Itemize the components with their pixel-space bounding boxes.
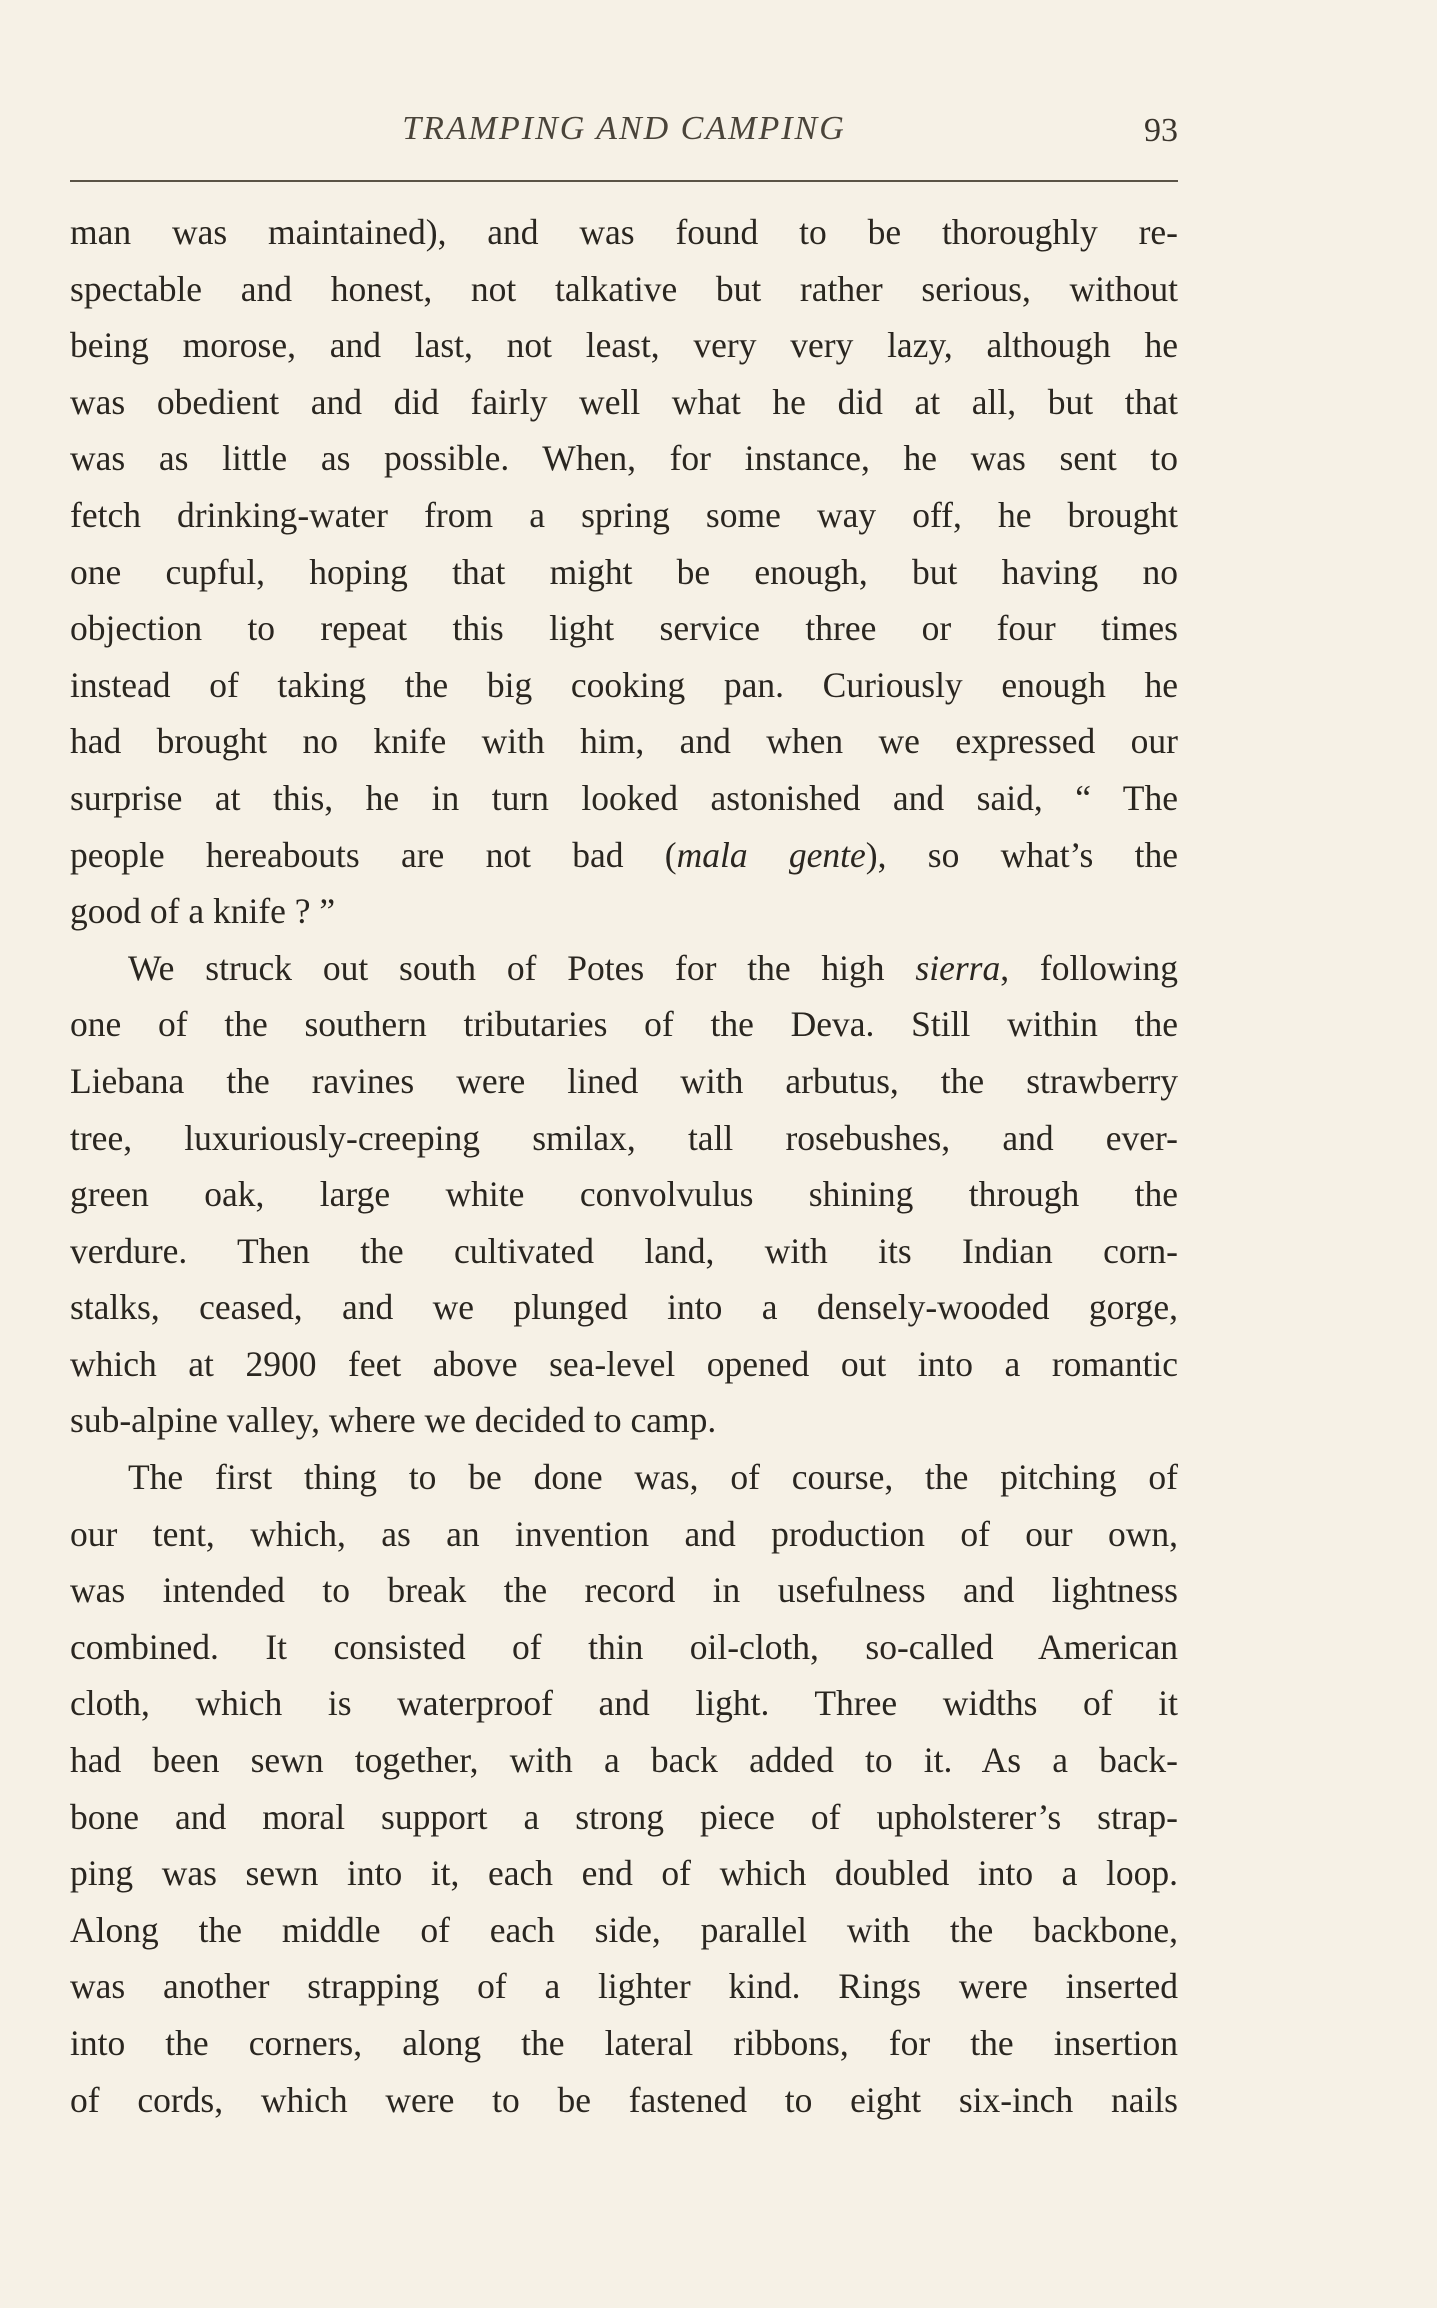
body-text bbox=[70, 204, 1178, 2128]
text-line: green oak, large white convolvulus shining through the bbox=[70, 1174, 1178, 1215]
text-line: objection to repeat this light service three or four times bbox=[70, 608, 1178, 649]
text-line: was obedient and did fairly well what he did at all, but that bbox=[70, 381, 1178, 422]
text-line: ping was sewn into it, each end of which doubled into a loop. bbox=[70, 1853, 1178, 1894]
text-line: our tent, which, as an invention and production of our own, bbox=[70, 1513, 1178, 1554]
text-line: cloth, which is waterproof and light. Three widths of it bbox=[70, 1683, 1178, 1724]
text-line: one cupful, hoping that might be enough, but having no bbox=[70, 551, 1178, 592]
text-line: was intended to break the record in usefulness and lightness bbox=[70, 1570, 1178, 1611]
text-line: man was maintained), and was found to be thoroughly re- bbox=[70, 212, 1178, 252]
text-line: people hereabouts are not bad (mala gente), so what’s the bbox=[70, 834, 1178, 875]
header-rule bbox=[70, 180, 1178, 182]
text-line: of cords, which were to be fastened to eight six-inch nails bbox=[70, 2079, 1178, 2120]
text-line: tree, luxuriously-creeping smilax, tall rosebushes, and ever- bbox=[70, 1117, 1178, 1158]
text-line: sub-alpine valley, where we decided to camp. bbox=[70, 1400, 717, 1441]
text-line: Liebana the ravines were lined with arbutus, the strawberry bbox=[70, 1060, 1178, 1101]
text-line: spectable and honest, not talkative but rather serious, without bbox=[70, 268, 1178, 309]
text-line: one of the southern tributaries of the Deva. Still within the bbox=[70, 1004, 1178, 1045]
text-line: had brought no knife with him, and when we expressed our bbox=[70, 721, 1178, 762]
text-line: bone and moral support a strong piece of upholsterer’s strap- bbox=[70, 1796, 1178, 1837]
text-line: was as little as possible. When, for instance, he was sent to bbox=[70, 438, 1178, 479]
italic-term: sierra bbox=[915, 947, 1001, 988]
running-title: TRAMPING AND CAMPING bbox=[402, 110, 846, 147]
text-line: surprise at this, he in turn looked astonished and said, “ The bbox=[70, 777, 1178, 818]
text-line: instead of taking the big cooking pan. Curiously enough he bbox=[70, 664, 1178, 705]
text-line: was another strapping of a lighter kind. Rings were inserted bbox=[70, 1966, 1178, 2007]
page-number: 93 bbox=[1144, 112, 1178, 149]
text-line: verdure. Then the cultivated land, with its Indian corn- bbox=[70, 1230, 1178, 1271]
text-line: stalks, ceased, and we plunged into a densely-wooded gorge, bbox=[70, 1287, 1178, 1328]
text-line: had been sewn together, with a back added to it. As a back- bbox=[70, 1740, 1178, 1781]
text-line: fetch drinking-water from a spring some way off, he brought bbox=[70, 494, 1178, 535]
text-line: which at 2900 feet above sea-level opened out into a romantic bbox=[70, 1343, 1178, 1384]
text-line: combined. It consisted of thin oil-cloth, so-called American bbox=[70, 1626, 1178, 1667]
text-line: Along the middle of each side, parallel with the backbone, bbox=[70, 1909, 1178, 1950]
text-line: good of a knife ? ” bbox=[70, 891, 336, 932]
text-line: We struck out south of Potes for the high sierra, following bbox=[128, 947, 1178, 988]
italic-term: mala gente bbox=[676, 834, 866, 875]
text-line: into the corners, along the lateral ribbons, for the insertion bbox=[70, 2023, 1178, 2063]
running-head bbox=[70, 110, 1178, 150]
text-line: The first thing to be done was, of course, the pitching of bbox=[128, 1457, 1178, 1498]
text-line: being morose, and last, not least, very very lazy, although he bbox=[70, 325, 1178, 366]
